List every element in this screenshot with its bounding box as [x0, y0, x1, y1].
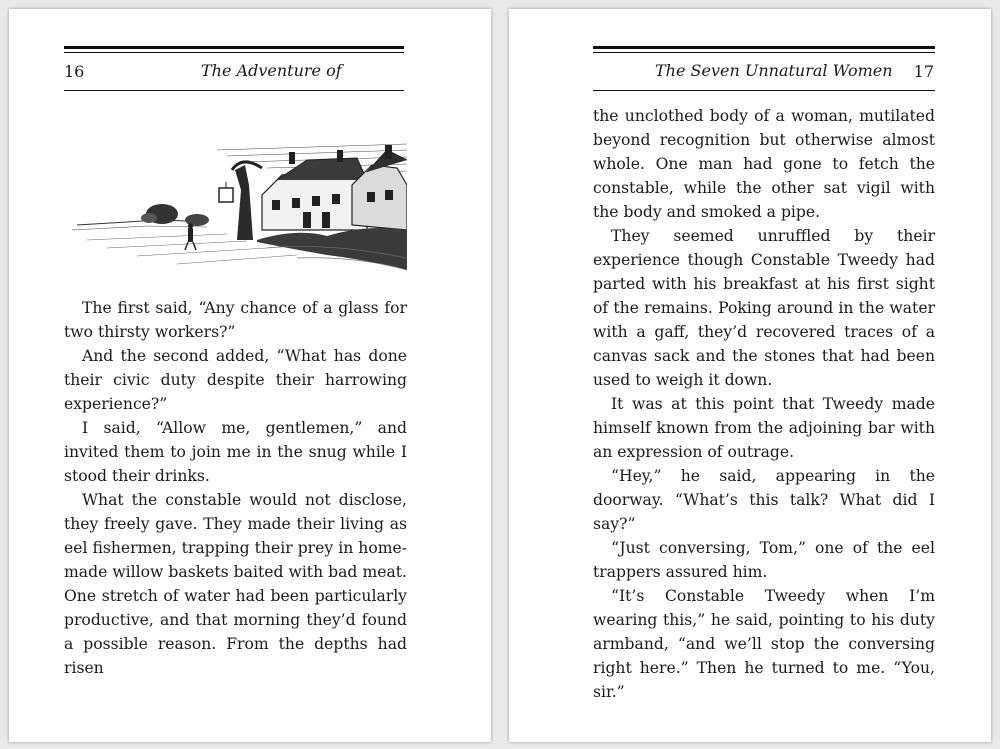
paragraph-continuation: the unclothed body of a woman, mutilated beyond recognition but otherwise almost whole. One man had gone to fetch the constable, while the other sat vigil with the body and smoked a pipe. [593, 107, 935, 221]
paragraph: And the second added, “What has done their civic duty despite their harrowing experience?” [64, 347, 407, 413]
right-page [509, 9, 991, 742]
paragraph: I said, “Allow me, gentlemen,” and invited them to join me in the snug while I stood their drinks. [64, 419, 407, 485]
running-head: The Adventure of [201, 61, 342, 80]
paragraph: They seemed unruffled by their experience though Constable Tweedy had parted with his breakfast at his first sight of the remains. Poking around in the water with a gaff, they’d recovered traces of a canvas sack and the stones that had been used to weigh it down. [593, 227, 935, 389]
engraving-icon [67, 130, 407, 288]
header-rule-bottom [64, 90, 404, 91]
header-rule-bottom [593, 90, 935, 91]
paragraph: The first said, “Any chance of a glass for two thirsty workers?” [64, 299, 407, 341]
right-body-text [593, 104, 935, 704]
page-number: 16 [64, 62, 85, 81]
header-rule-thick [64, 46, 404, 49]
paragraph: What the constable would not disclose, they freely gave. They made their living as eel fishermen, trapping their prey in home-made willow baskets baited with bad meat. One stretch of water had been particularly productive, and that morning they’d found a possible reason. From the depths had risen [64, 491, 407, 677]
page-number: 17 [913, 62, 934, 81]
header-rule-thin [64, 52, 404, 53]
paragraph: “Just conversing, Tom,” one of the eel trappers assured him. [593, 539, 935, 581]
paragraph: “Hey,” he said, appearing in the doorway. “What’s this talk? What did I say?” [593, 467, 935, 533]
paragraph: It was at this point that Tweedy made himself known from the adjoining bar with an expression of outrage. [593, 395, 935, 461]
running-head: The Seven Unnatural Women [655, 61, 893, 80]
left-page [9, 9, 491, 742]
paragraph: “It’s Constable Tweedy when I’m wearing this,” he said, pointing to his duty armband, “and we’ll stop the conversing right here.” Then he turned to me. “You, sir.” [593, 587, 935, 701]
header-rule-thick [593, 46, 935, 49]
header-rule-thin [593, 52, 935, 53]
left-body-text [64, 296, 407, 680]
